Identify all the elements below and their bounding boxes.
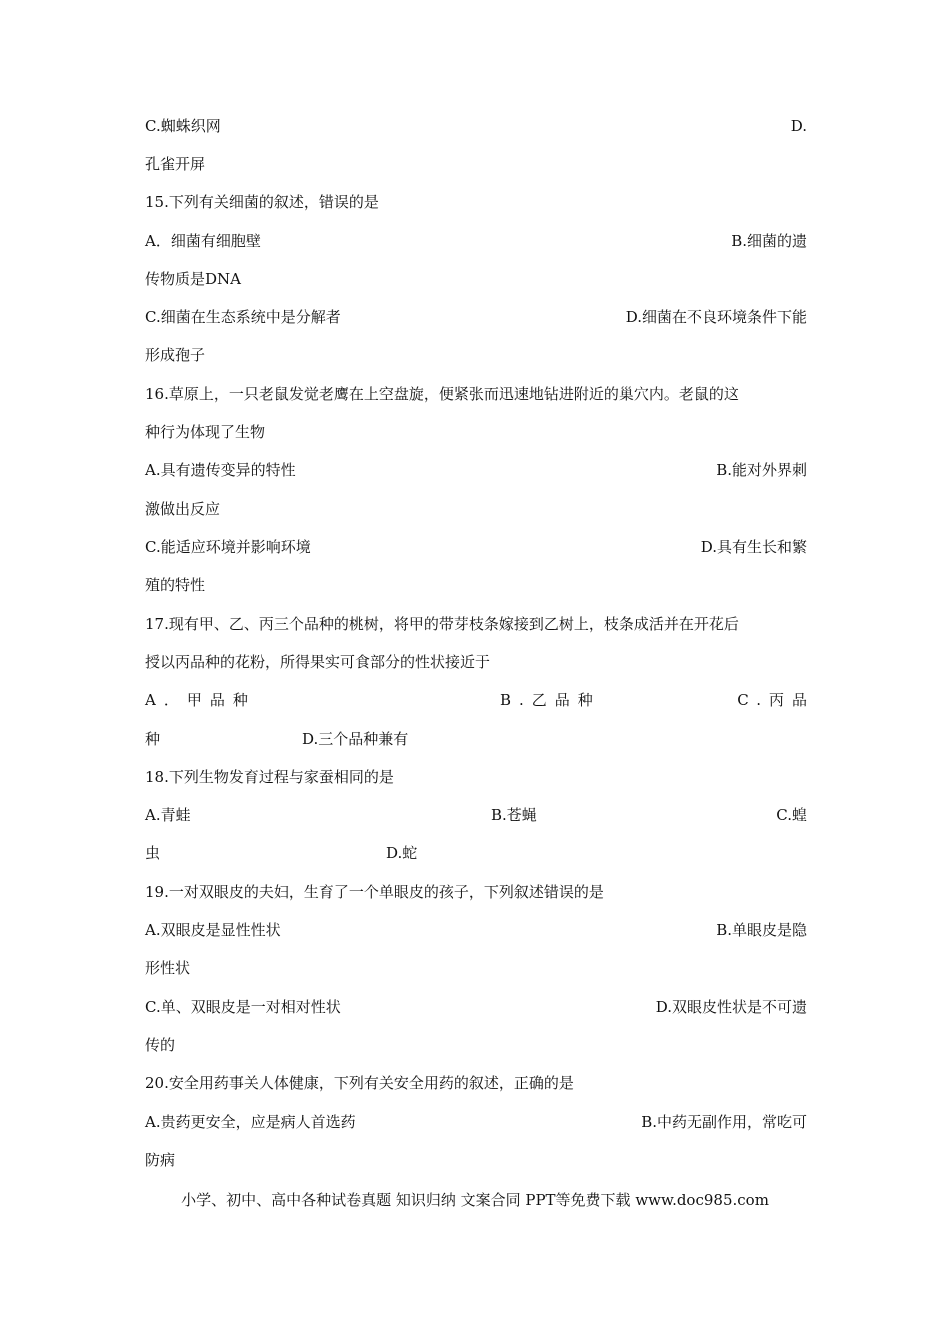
- q19-stem: 19.一对双眼皮的夫妇，生育了一个单眼皮的孩子，下列叙述错误的是: [145, 883, 604, 901]
- q15-option-d: D.细菌在不良环境条件下能: [625, 308, 807, 326]
- question-15-option-d-cont: [145, 343, 807, 367]
- q16-option-d-cont: 殖的特性: [145, 576, 206, 594]
- question-14-options-cd: [145, 114, 807, 138]
- q20-option-b: B.中药无副作用，常吃可: [641, 1113, 807, 1131]
- question-18-options-abc: [145, 803, 807, 827]
- question-20-options-ab: [145, 1110, 807, 1134]
- question-20-stem: [145, 1071, 807, 1095]
- question-19-option-d-cont: [145, 1033, 807, 1057]
- q15-stem: 15.下列有关细菌的叙述，错误的是: [145, 193, 379, 211]
- q18-option-d: D.蛇: [386, 844, 418, 862]
- question-15-option-b-cont: [145, 267, 807, 291]
- question-16-stem-line2: [145, 420, 807, 444]
- question-19-stem: [145, 880, 807, 904]
- question-19-options-cd: [145, 995, 807, 1019]
- question-18-option-cd: [145, 841, 807, 865]
- q17-stem-line2: 授以丙品种的花粉，所得果实可食部分的性状接近于: [145, 653, 491, 671]
- q19-option-d: D.双眼皮性状是不可遗: [655, 998, 807, 1016]
- question-15-stem: [145, 190, 807, 214]
- q15-option-d-cont: 形成孢子: [145, 346, 206, 364]
- question-15-options-cd: [145, 305, 807, 329]
- q17-option-a: A．甲品种: [145, 691, 256, 709]
- question-16-options-ab: [145, 458, 807, 482]
- q19-option-b-cont: 形性状: [145, 959, 191, 977]
- q14-option-d-prefix: D.: [790, 117, 807, 135]
- q19-option-b: B.单眼皮是隐: [716, 921, 807, 939]
- question-19-option-b-cont: [145, 956, 807, 980]
- q16-option-c: C.能适应环境并影响环境: [145, 538, 311, 556]
- q19-option-d-cont: 传的: [145, 1036, 176, 1054]
- question-16-stem-line1: [145, 382, 807, 406]
- q15-option-a: A．细菌有细胞壁: [145, 232, 261, 250]
- question-17-options-abc: [145, 688, 815, 712]
- q18-option-a: A.青蛙: [145, 806, 191, 824]
- q17-stem-line1: 17.现有甲、乙、丙三个品种的桃树，将甲的带芽枝条嫁接到乙树上，枝条成活并在开花后: [145, 615, 739, 633]
- page-footer: 小学、初中、高中各种试卷真题 知识归纳 文案合同 PPT等免费下载 www.doc985.com: [181, 1191, 769, 1209]
- q17-option-c-cont: 种: [145, 730, 161, 748]
- q20-option-a: A.贵药更安全，应是病人首选药: [145, 1113, 356, 1131]
- question-20-option-b-cont: [145, 1148, 807, 1172]
- q16-stem-line1: 16.草原上，一只老鼠发觉老鹰在上空盘旋，便紧张而迅速地钻进附近的巢穴内。老鼠的这: [145, 385, 739, 403]
- q18-option-b: B.苍蝇: [491, 806, 537, 824]
- q15-option-c: C.细菌在生态系统中是分解者: [145, 308, 341, 326]
- q16-stem-line2: 种行为体现了生物: [145, 423, 266, 441]
- question-15-options-ab: [145, 229, 807, 253]
- q18-option-c-cont: 虫: [145, 844, 161, 862]
- question-17-stem-line1: [145, 612, 807, 636]
- q14-option-c: C.蜘蛛织网: [145, 117, 221, 135]
- q20-stem: 20.安全用药事关人体健康，下列有关安全用药的叙述，正确的是: [145, 1074, 574, 1092]
- q16-option-d: D.具有生长和繁: [700, 538, 807, 556]
- question-19-options-ab: [145, 918, 807, 942]
- q19-option-c: C.单、双眼皮是一对相对性状: [145, 998, 341, 1016]
- q18-option-c: C.蝗: [776, 806, 807, 824]
- q20-option-b-cont: 防病: [145, 1151, 176, 1169]
- question-16-option-b-cont: [145, 497, 807, 521]
- q15-option-b: B.细菌的遗: [731, 232, 807, 250]
- question-16-option-d-cont: [145, 573, 807, 597]
- question-14-option-d-cont: [145, 152, 807, 176]
- q19-option-a: A.双眼皮是显性性状: [145, 921, 281, 939]
- q15-option-b-cont: 传物质是DNA: [145, 270, 241, 288]
- q17-option-c: C.丙品: [737, 691, 815, 709]
- q14-option-d-text: 孔雀开屏: [145, 155, 206, 173]
- q16-option-a: A.具有遗传变异的特性: [145, 461, 296, 479]
- q16-option-b: B.能对外界刺: [716, 461, 807, 479]
- q16-option-b-cont: 激做出反应: [145, 500, 221, 518]
- q17-option-d: D.三个品种兼有: [302, 730, 409, 748]
- question-18-stem: [145, 765, 807, 789]
- question-17-option-cd: [145, 727, 807, 751]
- question-16-options-cd: [145, 535, 807, 559]
- question-17-stem-line2: [145, 650, 807, 674]
- q17-option-b: B.乙品种: [500, 691, 601, 709]
- q18-stem: 18.下列生物发育过程与家蚕相同的是: [145, 768, 394, 786]
